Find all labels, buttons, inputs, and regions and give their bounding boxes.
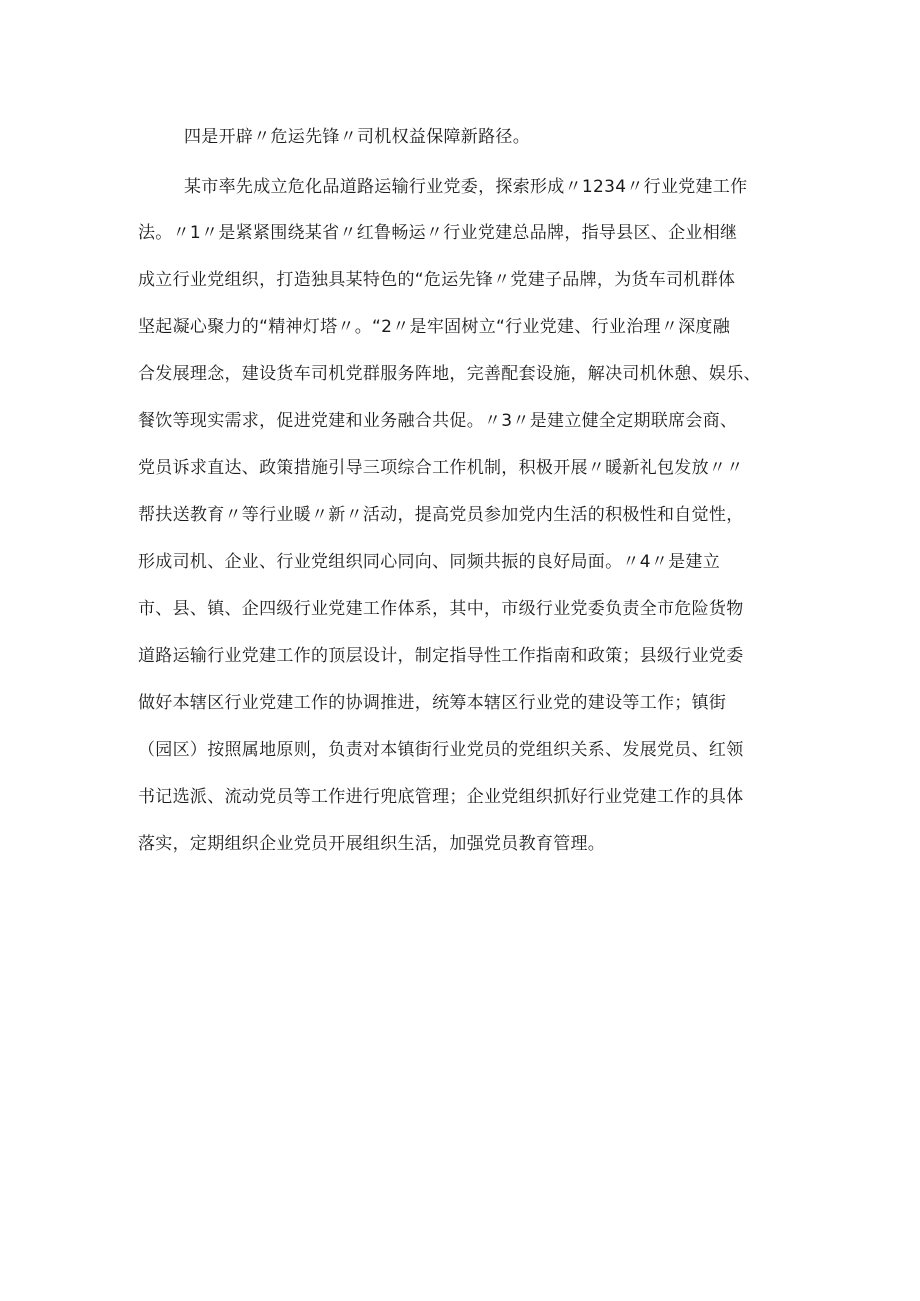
section-heading: 四是开辟〃危运先锋〃司机权益保障新路径。 <box>184 127 530 147</box>
paragraph-line: 做好本辖区行业党建工作的协调推进，统筹本辖区行业党的建设等工作；镇街 <box>138 693 727 713</box>
paragraph-line: 合发展理念，建设货车司机党群服务阵地，完善配套设施，解决司机休憩、娱乐、 <box>138 364 761 384</box>
paragraph-line: （园区）按照属地原则，负责对本镇街行业党员的党组织关系、发展党员、红领 <box>138 740 744 760</box>
paragraph-line: 成立行业党组织，打造独具某特色的“危运先锋〃党建子品牌，为货车司机群体 <box>138 270 736 290</box>
paragraph-line: 法。〃1〃是紧紧围绕某省〃红鲁畅运〃行业党建总品牌，指导县区、企业相继 <box>138 223 738 243</box>
paragraph-line: 坚起凝心聚力的“精神灯塔〃。“2〃是牢固树立“行业党建、行业治理〃深度融 <box>138 317 731 337</box>
paragraph-line: 市、县、镇、企四级行业党建工作体系，其中，市级行业党委负责全市危险货物 <box>138 599 744 619</box>
paragraph-line: 餐饮等现实需求，促进党建和业务融合共促。〃3〃是建立健全定期联席会商、 <box>138 411 738 431</box>
paragraph-line: 道路运输行业党建工作的顶层设计，制定指导性工作指南和政策；县级行业党委 <box>138 646 744 666</box>
paragraph-line: 帮扶送教育〃等行业暖〃新〃活动，提高党员参加党内生活的积极性和自觉性， <box>138 505 744 525</box>
paragraph-line: 落实，定期组织企业党员开展组织生活，加强党员教育管理。 <box>138 834 606 854</box>
paragraph-line: 书记选派、流动党员等工作进行兜底管理；企业党组织抓好行业党建工作的具体 <box>138 787 744 807</box>
paragraph-line: 某市率先成立危化品道路运输行业党委，探索形成〃1234〃行业党建工作 <box>184 177 748 197</box>
paragraph-line: 形成司机、企业、行业党组织同心同向、同频共振的良好局面。〃4〃是建立 <box>138 552 721 572</box>
paragraph-line: 党员诉求直达、政策措施引导三项综合工作机制，积极开展〃暖新礼包发放〃〃 <box>138 458 744 478</box>
